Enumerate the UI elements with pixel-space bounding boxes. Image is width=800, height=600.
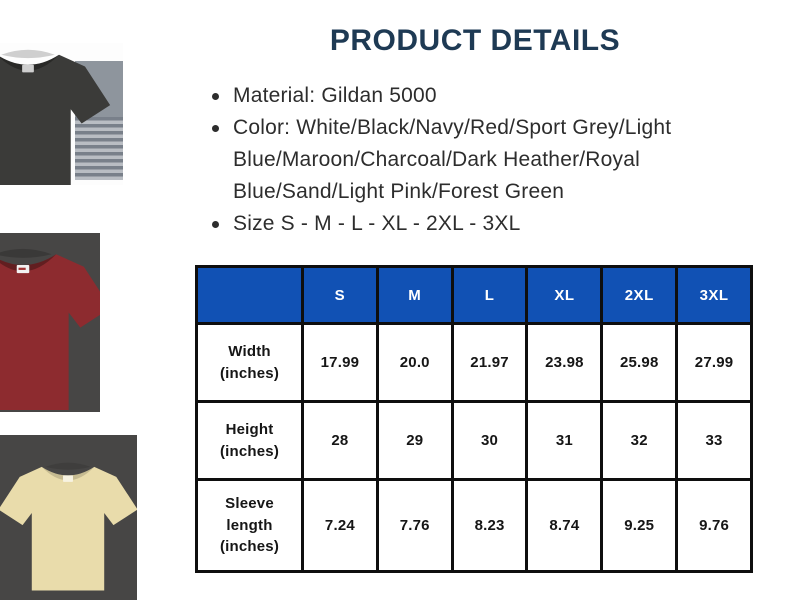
size-chart-cell: 7.24 xyxy=(303,480,378,572)
product-photo-sand-tshirt xyxy=(0,435,137,600)
color-text-line: Color: White/Black/Navy/Red/Sport Grey/Light xyxy=(233,116,672,139)
size-chart-cell: 9.25 xyxy=(602,480,677,572)
color-text-line: Blue/Maroon/Charcoal/Dark Heather/Royal xyxy=(233,148,640,171)
bullet-icon xyxy=(212,93,219,100)
size-chart-cell: 25.98 xyxy=(602,324,677,402)
product-photo-black-tshirt xyxy=(0,43,123,185)
bullet-icon xyxy=(212,221,219,228)
size-chart-cell: 28 xyxy=(303,402,378,480)
collar-tag-print xyxy=(19,268,26,270)
bullet-icon xyxy=(212,125,219,132)
list-item-size xyxy=(210,208,770,240)
collar-tag xyxy=(22,65,34,73)
size-chart-cell: 9.76 xyxy=(677,480,752,572)
size-chart-cell: 33 xyxy=(677,402,752,480)
size-chart-cell: 7.76 xyxy=(377,480,452,572)
list-item-material xyxy=(210,80,770,112)
list-item-color xyxy=(210,112,770,208)
size-chart-cell: 30 xyxy=(452,402,527,480)
color-text-line: Blue/Sand/Light Pink/Forest Green xyxy=(233,180,565,203)
maroon-tshirt-image xyxy=(0,233,100,412)
size-chart-header-xl: XL xyxy=(527,267,602,324)
size-chart-header-l: L xyxy=(452,267,527,324)
row-label-height: Height (inches) xyxy=(197,402,303,480)
size-chart-header-row xyxy=(197,267,752,324)
size-chart-cell: 17.99 xyxy=(303,324,378,402)
size-chart-cell: 8.23 xyxy=(452,480,527,572)
size-chart-header-2xl: 2XL xyxy=(602,267,677,324)
row-label-sleeve: Sleeve length (inches) xyxy=(197,480,303,572)
size-chart-header-m: M xyxy=(377,267,452,324)
size-chart-row-height xyxy=(197,402,752,480)
size-chart-cell: 29 xyxy=(377,402,452,480)
size-chart-header-s: S xyxy=(303,267,378,324)
size-chart-row-sleeve xyxy=(197,480,752,572)
size-chart-cell: 32 xyxy=(602,402,677,480)
product-photo-maroon-tshirt xyxy=(0,233,100,412)
size-chart-cell: 21.97 xyxy=(452,324,527,402)
size-chart-row-width xyxy=(197,324,752,402)
tshirt-shape xyxy=(0,254,100,410)
page-title: PRODUCT DETAILS xyxy=(329,24,621,57)
material-text: Material: Gildan 5000 xyxy=(233,84,437,107)
size-chart-cell: 31 xyxy=(527,402,602,480)
tshirt-collar-back xyxy=(0,249,52,258)
black-tshirt-image xyxy=(0,43,114,185)
size-chart-corner-cell xyxy=(197,267,303,324)
size-chart-cell: 23.98 xyxy=(527,324,602,402)
size-chart-cell: 8.74 xyxy=(527,480,602,572)
tshirt-shape xyxy=(0,467,137,591)
collar-tag xyxy=(63,475,73,481)
size-chart-header-3xl: 3XL xyxy=(677,267,752,324)
size-text: Size S - M - L - XL - 2XL - 3XL xyxy=(233,212,521,235)
sand-tshirt-image xyxy=(0,439,137,600)
product-details-list xyxy=(210,80,770,240)
size-chart-cell: 27.99 xyxy=(677,324,752,402)
tshirt-shape xyxy=(0,55,110,185)
size-chart-cell: 20.0 xyxy=(377,324,452,402)
tshirt-collar-back xyxy=(45,463,90,470)
tshirt-collar-back xyxy=(1,50,55,58)
size-chart-table xyxy=(195,265,753,573)
row-label-width: Width (inches) xyxy=(197,324,303,402)
